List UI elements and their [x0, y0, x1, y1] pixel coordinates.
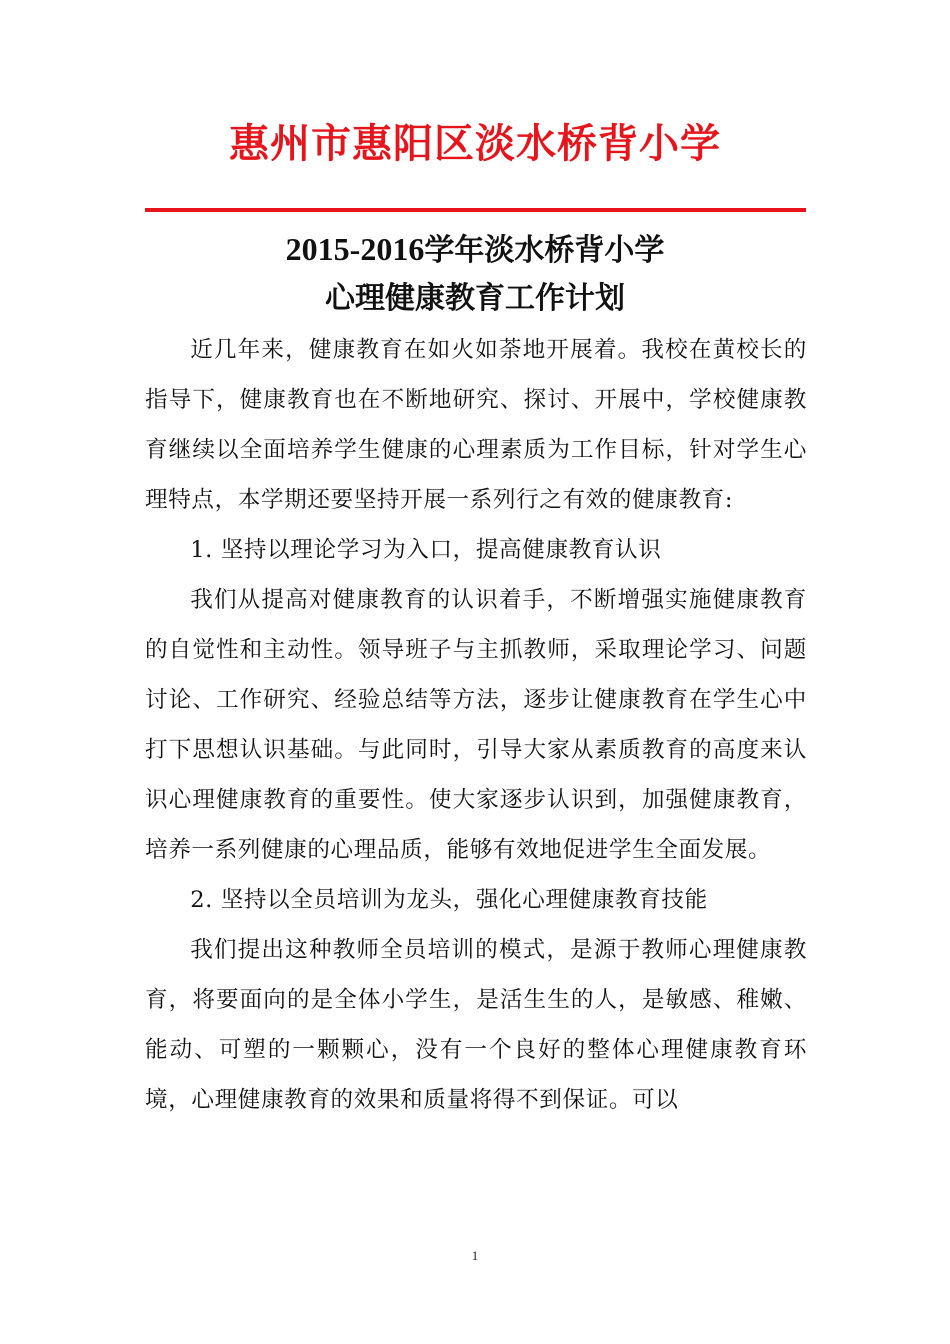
title-line1-text: 学年淡水桥背小学 [424, 233, 665, 268]
header-divider [145, 208, 806, 212]
document-title-line2: 心理健康教育工作计划 [325, 281, 625, 316]
document-body [145, 325, 807, 1125]
section-2-paragraph: 我们提出这种教师全员培训的模式，是源于教师心理健康教育，将要面向的是全体小学生，是活生生的人，是敏感、稚嫩、能动、可塑的一颗颗心，没有一个良好的整体心理健康教育环境，心理健康教育的效果和质量将得不到保证。可以 [145, 937, 807, 1113]
section-1-paragraph: 我们从提高对健康教育的认识着手，不断增强实施健康教育的自觉性和主动性。领导班子与主抓教师，采取理论学习、问题讨论、工作研究、经验总结等方法，逐步让健康教育在学生心中打下思想认识基础。与此同时，引导大家从素质教育的高度来认识心理健康教育的重要性。使大家逐步认识到，加强健康教育，培养一系列健康的心理品质，能够有效地促进学生全面发展。 [145, 587, 807, 863]
document-title-line1 [145, 229, 805, 271]
school-name-header: 惠州市惠阳区淡水桥背小学 [229, 121, 721, 167]
title-year: 2015-2016 [285, 231, 425, 267]
section-1-heading: 1. 坚持以理论学习为入口，提高健康教育认识 [190, 537, 662, 563]
intro-paragraph: 近几年来，健康教育在如火如荼地开展着。我校在黄校长的指导下，健康教育也在不断地研究、探讨、开展中，学校健康教育继续以全面培养学生健康的心理素质为工作目标，针对学生心理特点，本学期还要坚持开展一系列行之有效的健康教育: [145, 337, 807, 513]
section-2-heading: 2. 坚持以全员培训为龙头，强化心理健康教育技能 [190, 887, 708, 913]
page-number: 1 [471, 1248, 479, 1263]
